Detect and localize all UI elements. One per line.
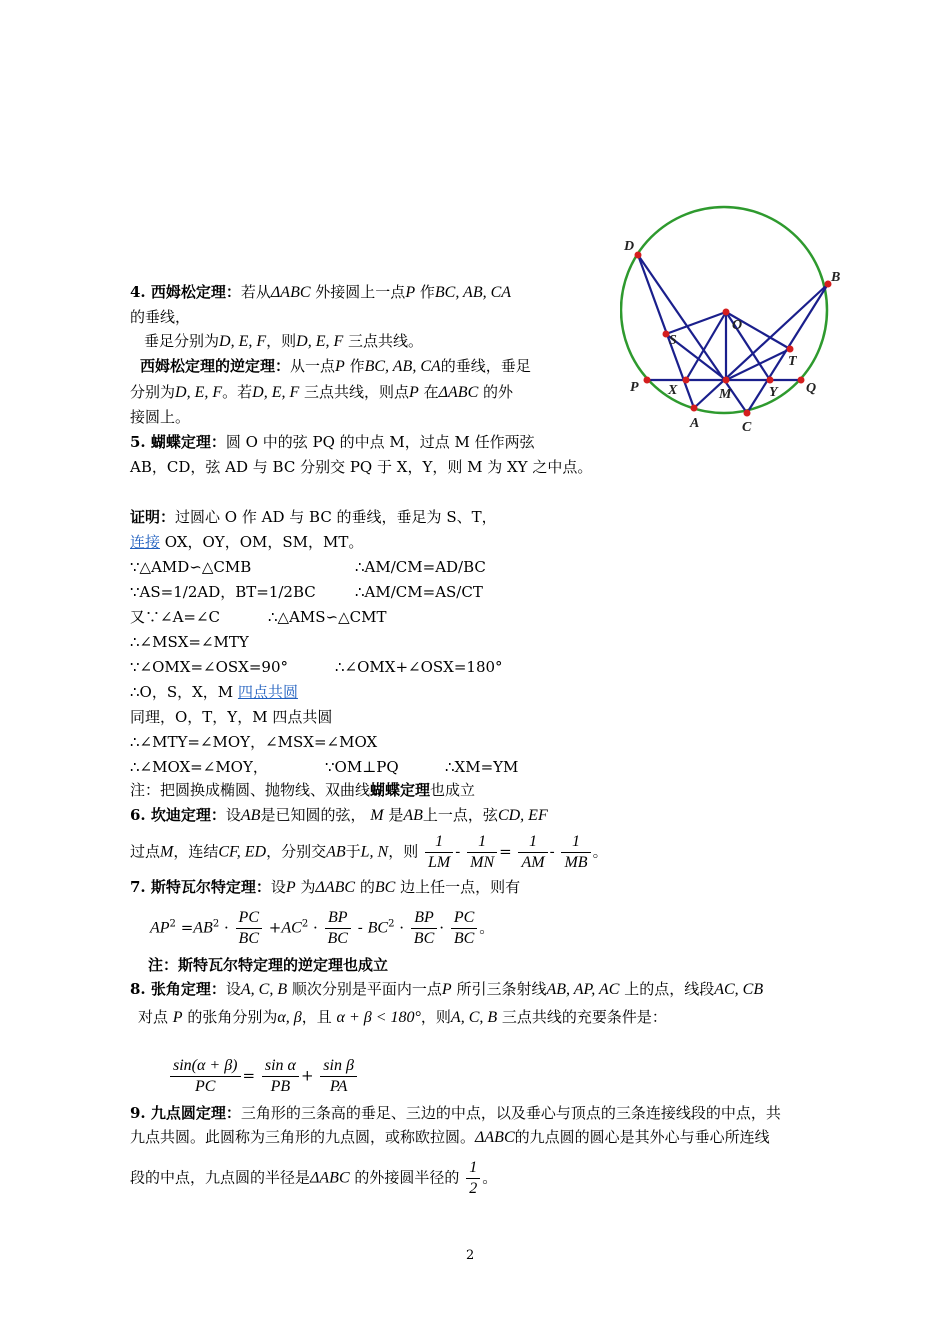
text: 的外: [483, 383, 514, 401]
sup: 2: [388, 918, 395, 930]
sup: 2: [212, 918, 220, 930]
math: M: [370, 807, 384, 824]
ninepoint-title: 9. 九点圆定理：: [130, 1104, 241, 1122]
den: PA: [329, 1078, 348, 1095]
stewart-formula: [150, 908, 494, 949]
num: PC: [451, 908, 477, 929]
math: BC, AB, CA: [434, 284, 512, 301]
frac-pc-bc-2: [451, 908, 477, 949]
link-connect[interactable]: 连接: [130, 533, 161, 551]
math: AB: [326, 843, 346, 861]
text: 若从: [240, 283, 271, 301]
math: BC: [374, 879, 396, 896]
proof-line-4b: ∴AM/CM=AS/CT: [355, 583, 483, 601]
text: 顺次分别是平面内一点: [291, 980, 442, 998]
math: ΔABC: [315, 879, 356, 896]
stewart-line-1: [130, 877, 520, 898]
text: ∴O，S，X，M: [130, 683, 238, 701]
text: ∵△AMD∽△CMB: [130, 558, 252, 576]
op: -: [455, 842, 461, 861]
text: 设: [270, 878, 286, 896]
math: AC: [281, 919, 302, 937]
link-concyclic[interactable]: 四点共圆: [237, 683, 298, 701]
sup: 2: [301, 918, 309, 930]
angle-formula: [168, 1056, 359, 1097]
text: ，则: [266, 332, 297, 350]
math: α + β < 180°: [336, 1009, 421, 1026]
text: 作: [349, 357, 365, 375]
label-q: Q: [806, 381, 817, 396]
text: 三点共线的充要条件是：: [501, 1008, 667, 1026]
math: ΔABC: [270, 284, 311, 301]
text: ，分别交: [266, 842, 327, 861]
den: AM: [521, 854, 545, 871]
math: α, β: [277, 1009, 302, 1026]
candy-title: 6. 坎迪定理：: [130, 806, 226, 824]
math: CD, EF: [497, 807, 548, 824]
text: 垂足分别为: [144, 332, 220, 350]
proof-line-8: [130, 682, 298, 702]
text: 作: [419, 283, 435, 301]
proof-line-9: 同理，O，T，Y，M 四点共圆: [130, 708, 333, 726]
text: 于: [345, 842, 361, 861]
op: +: [300, 1066, 314, 1085]
den: MN: [470, 854, 495, 871]
simson-line-2: 的垂线，: [130, 308, 191, 326]
proof-line-11b: ∵OM⊥PQ: [325, 758, 399, 776]
text: 从一点: [290, 357, 336, 375]
proof-line-6: ∴∠MSX=∠MTY: [130, 633, 249, 651]
text: 的: [359, 878, 375, 896]
num: sin(α + β): [170, 1056, 241, 1077]
op: -: [357, 918, 363, 937]
simson-title: 4. 西姆松定理：: [130, 283, 241, 301]
proof-line-7: ∵∠OMX=∠OSX=90°: [130, 658, 288, 676]
text: 上一点，弦: [422, 806, 498, 824]
text: 在: [423, 383, 439, 401]
frac-pc-bc: [236, 908, 262, 949]
frac-am: [518, 832, 547, 873]
text: ，连结: [173, 842, 219, 861]
butterfly-line-2: AB，CD，弦 AD 与 BC 分别交 PQ 于 X，Y，则 M 为 XY 之中点。: [130, 458, 593, 476]
page-number: 2: [466, 1248, 475, 1263]
sup: 2: [169, 918, 176, 930]
math: ΔABC: [438, 384, 479, 401]
op: -: [549, 842, 555, 861]
text: 也成立: [430, 781, 476, 799]
math: L, N: [360, 843, 389, 861]
math: D, E, F: [252, 384, 300, 401]
butterfly-title: 5. 蝴蝶定理：: [130, 433, 226, 451]
num: BP: [325, 908, 351, 929]
op: ·: [223, 918, 229, 937]
text: 为: [300, 878, 316, 896]
math: ΔABC: [475, 1129, 515, 1146]
ninepoint-line-3: [130, 1158, 497, 1199]
proof-line-11c: ∴XM=YM: [445, 758, 519, 776]
text: 。: [479, 918, 495, 937]
math: D, E, F: [296, 333, 344, 350]
text: 蝴蝶定理: [370, 781, 431, 799]
text: 圆 O 中的弦 PQ 的中点 M，过点 M 任作两弦: [225, 433, 535, 451]
frac-mb: [561, 832, 590, 873]
text: 三点共线。: [348, 332, 424, 350]
proof-line-3b: ∴AM/CM=AD/BC: [355, 558, 486, 576]
text: 三点共线，则点: [304, 383, 410, 401]
num: 1: [518, 832, 547, 853]
label-c: C: [742, 420, 752, 435]
math: AB, AP, AC: [546, 981, 620, 998]
proof-line-5: 又∵∠A=∠C: [130, 608, 221, 626]
label-m: M: [719, 387, 732, 402]
text: 边上任一点，则有: [400, 878, 521, 896]
proof-line-4: ∵AS=1/2AD，BT=1/2BC: [130, 583, 316, 601]
op: =: [180, 918, 194, 937]
proof-line-10: ∴∠MTY=∠MOY，∠MSX=∠MOX: [130, 733, 378, 751]
text: 过圆心 O 作 AD 与 BC 的垂线，垂足为 S、T，: [175, 508, 497, 526]
label-t: T: [788, 354, 797, 369]
text: 注：把圆换成椭圆、抛物线、双曲线: [130, 781, 371, 799]
num: 1: [466, 1158, 480, 1179]
label-o: O: [732, 318, 743, 333]
proof-line-2: [130, 532, 363, 552]
num: PC: [236, 908, 262, 929]
text: OX，OY，OM，SM，MT。: [160, 533, 364, 551]
math: CF, ED: [218, 843, 267, 861]
math: AB: [403, 807, 423, 824]
angle-line-1: [130, 979, 763, 1000]
label-b: B: [831, 270, 841, 285]
num: sin α: [262, 1056, 299, 1077]
simson-inverse-line-2: [130, 382, 513, 403]
math: A, C, B: [240, 981, 288, 998]
ninepoint-line-1: [130, 1103, 781, 1123]
text: 过点: [130, 842, 161, 861]
frac-bp-bc-2: [411, 908, 437, 949]
proof-line-5b: ∴△AMS∽△CMT: [268, 608, 387, 626]
math: P: [285, 879, 296, 896]
simson-inverse-line-3: 接圆上。: [130, 408, 191, 426]
den: MB: [564, 854, 588, 871]
math: BC, AB, CA: [364, 358, 441, 375]
frac-bp-bc: [325, 908, 351, 949]
den: BC: [238, 930, 259, 947]
math: M: [160, 843, 174, 861]
op: =: [242, 1066, 256, 1085]
angle-line-2: [138, 1007, 667, 1028]
text: 。若: [222, 383, 253, 401]
proof-line-1: [130, 507, 497, 527]
text: ，则: [420, 1008, 451, 1026]
label-s: S: [669, 333, 677, 348]
text: 所引三条射线: [456, 980, 547, 998]
math: AB: [193, 919, 213, 937]
op: ·: [439, 918, 445, 937]
label-d: D: [624, 239, 635, 254]
op: ·: [312, 918, 318, 937]
text: 上的点，线段: [624, 980, 715, 998]
den: BC: [413, 930, 435, 947]
math: P: [409, 384, 419, 401]
math: AP: [150, 919, 170, 937]
label-x: X: [668, 383, 678, 398]
math: P: [172, 1009, 183, 1026]
op: =: [499, 842, 512, 861]
math: AB: [240, 807, 261, 824]
text: 的张角分别为: [187, 1008, 278, 1026]
label-y: Y: [769, 385, 778, 400]
candy-line-2: [130, 832, 608, 873]
math: P: [335, 358, 345, 375]
math: P: [405, 284, 416, 301]
angle-title: 8. 张角定理：: [130, 980, 226, 998]
frac-half: [466, 1158, 480, 1199]
op: +: [268, 918, 282, 937]
text: 是已知圆的弦，: [260, 806, 366, 824]
stewart-note: 注：斯特瓦尔特定理的逆定理也成立: [148, 956, 389, 974]
den: BC: [453, 930, 475, 947]
butterfly-line-1: [130, 432, 535, 452]
candy-line-1: [130, 805, 548, 826]
inverse-title: 西姆松定理的逆定理：: [140, 357, 291, 375]
proof-line-11: ∴∠MOX=∠MOY，: [130, 758, 268, 776]
num: 1: [425, 832, 453, 853]
den: BC: [327, 930, 348, 947]
text: 三角形的三条高的垂足、三边的中点，以及垂心与顶点的三条连接线段的中点，共: [240, 1104, 781, 1122]
text: 对点: [138, 1008, 169, 1026]
math: P: [441, 981, 452, 998]
num: 1: [467, 832, 497, 853]
text: 是: [388, 806, 404, 824]
proof-line-3: [130, 557, 251, 577]
text: 。: [482, 1168, 498, 1187]
text: 的垂线，垂足: [440, 357, 531, 375]
frac-mn: [467, 832, 497, 873]
num: sin β: [320, 1056, 357, 1077]
proof-note: [130, 780, 475, 800]
num: 1: [561, 832, 590, 853]
frac-sin-sum: [170, 1056, 241, 1097]
frac-sin-beta: [320, 1056, 357, 1097]
label-p: P: [630, 380, 639, 395]
text: 设: [225, 806, 241, 824]
text: 设: [225, 980, 241, 998]
op: ·: [399, 918, 405, 937]
den: 2: [469, 1180, 478, 1197]
stewart-title: 7. 斯特瓦尔特定理：: [130, 878, 271, 896]
text: 。: [592, 842, 608, 861]
text: ，则: [388, 842, 419, 861]
math: BC: [367, 919, 389, 937]
den: PC: [195, 1078, 216, 1095]
den: PB: [270, 1078, 291, 1095]
math: A, C, B: [450, 1009, 498, 1026]
math: D, E, F: [219, 333, 267, 350]
frac-lm: [425, 832, 453, 873]
proof-line-7b: ∴∠OMX+∠OSX=180°: [335, 658, 503, 676]
text: 九点共圆。此圆称为三角形的九点圆，或称欧拉圆。: [130, 1128, 476, 1146]
text: 的九点圆的圆心是其外心与垂心所连线: [514, 1128, 770, 1146]
label-a: A: [690, 416, 700, 431]
math: ΔABC: [310, 1169, 350, 1187]
simson-line-1: [130, 282, 511, 303]
frac-sin-alpha: [262, 1056, 299, 1097]
math: AC, CB: [714, 981, 764, 998]
proof-title: 证明：: [130, 508, 176, 526]
text: 段的中点，九点圆的半径是: [130, 1168, 311, 1187]
butterfly-figure: [620, 200, 850, 440]
math: D, E, F: [175, 384, 223, 401]
text: ，且: [301, 1008, 332, 1026]
ninepoint-line-2: [130, 1127, 770, 1148]
text: 外接圆上一点: [315, 283, 406, 301]
simson-inverse-line-1: [140, 356, 531, 377]
text: 分别为: [130, 383, 176, 401]
simson-line-3: [144, 331, 423, 352]
den: LM: [428, 854, 451, 871]
num: BP: [411, 908, 437, 929]
text: 的外接圆半径的: [354, 1168, 460, 1187]
